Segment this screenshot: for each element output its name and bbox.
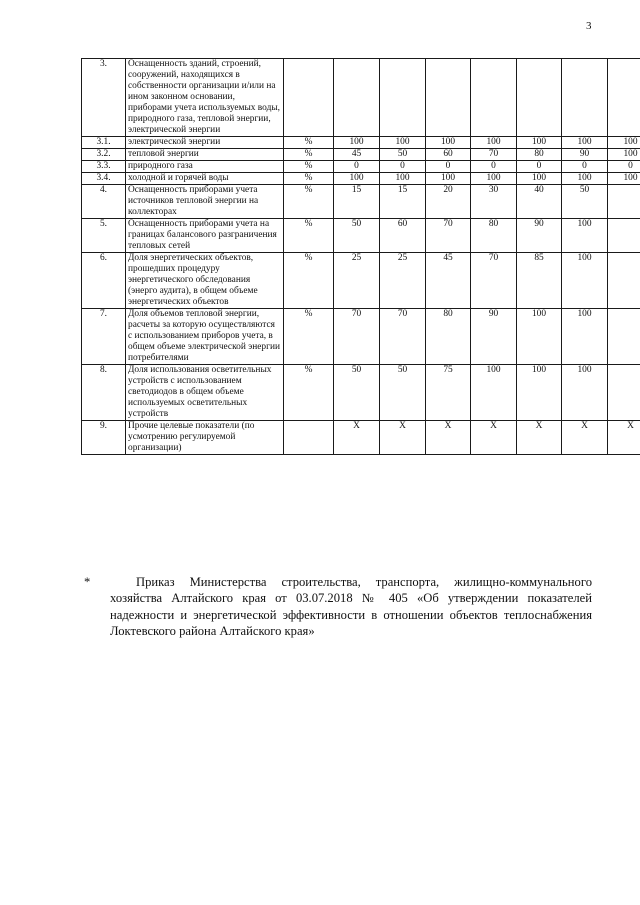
row-number: 5. <box>82 219 126 253</box>
value-cell: Х <box>471 421 517 455</box>
value-cell: Х <box>380 421 426 455</box>
unit-cell: % <box>284 365 334 421</box>
table-row <box>82 309 640 365</box>
row-number: 3.3. <box>82 161 126 173</box>
value-cell: 0 <box>471 161 517 173</box>
table-row <box>82 253 640 309</box>
value-cell: 20 <box>426 185 471 219</box>
unit-cell: % <box>284 253 334 309</box>
value-cell: 0 <box>562 161 608 173</box>
value-cell: 90 <box>517 219 562 253</box>
value-cell: 85 <box>517 253 562 309</box>
footnote-marker: * <box>84 575 91 589</box>
value-cell: 50 <box>334 219 380 253</box>
value-cell: 100 <box>334 173 380 185</box>
indicator-name: холодной и горячей воды <box>126 173 284 185</box>
value-cell <box>426 59 471 137</box>
value-cell: 90 <box>471 309 517 365</box>
value-cell <box>608 365 640 421</box>
value-cell: 100 <box>471 137 517 149</box>
value-cell: 0 <box>608 161 640 173</box>
value-cell: 100 <box>562 173 608 185</box>
value-cell <box>562 59 608 137</box>
unit-cell: % <box>284 185 334 219</box>
page-number: 3 <box>586 20 592 32</box>
value-cell: 45 <box>334 149 380 161</box>
value-cell <box>334 59 380 137</box>
value-cell: 100 <box>517 137 562 149</box>
value-cell: 100 <box>380 137 426 149</box>
value-cell <box>517 59 562 137</box>
unit-cell: % <box>284 149 334 161</box>
value-cell: 30 <box>471 185 517 219</box>
value-cell <box>471 59 517 137</box>
table-row <box>82 421 640 455</box>
value-cell: 100 <box>517 173 562 185</box>
unit-cell: % <box>284 173 334 185</box>
row-number: 4. <box>82 185 126 219</box>
indicator-name: Доля объемов тепловой энергии, расчеты за которую осуществляются с использованием приборов учета, в общем объеме электрической энергии потребителями <box>126 309 284 365</box>
value-cell: Х <box>517 421 562 455</box>
value-cell: 70 <box>380 309 426 365</box>
indicator-name: Оснащенность приборами учета на границах балансового разграничения тепловых сетей <box>126 219 284 253</box>
unit-cell: % <box>284 219 334 253</box>
value-cell <box>380 59 426 137</box>
value-cell <box>608 253 640 309</box>
value-cell: 100 <box>562 253 608 309</box>
indicator-name: Оснащенность зданий, строений, сооружений, находящихся в собственности организации и/или на ином законном основании, приборами учета используемых воды, природного газа, тепловой энергии, электрической энергии <box>126 59 284 137</box>
indicator-name: Доля энергетических объектов, прошедших процедуру энергетического обследования (энерго аудита), в общем объеме энергетических объектов <box>126 253 284 309</box>
table-row <box>82 59 640 137</box>
row-number: 3.1. <box>82 137 126 149</box>
value-cell: 100 <box>562 309 608 365</box>
table-row <box>82 137 640 149</box>
unit-cell <box>284 421 334 455</box>
indicator-name: Оснащенность приборами учета источников тепловой энергии на коллекторах <box>126 185 284 219</box>
value-cell: 40 <box>517 185 562 219</box>
value-cell: 70 <box>471 253 517 309</box>
value-cell <box>608 185 640 219</box>
value-cell: 100 <box>426 137 471 149</box>
value-cell: 60 <box>426 149 471 161</box>
unit-cell <box>284 59 334 137</box>
indicator-name: Доля использования осветительных устройств с использованием светодиодов в общем объеме используемых осветительных устройств <box>126 365 284 421</box>
value-cell: 25 <box>380 253 426 309</box>
value-cell: 100 <box>471 365 517 421</box>
value-cell <box>608 219 640 253</box>
row-number: 9. <box>82 421 126 455</box>
value-cell: 70 <box>471 149 517 161</box>
footnote-text: Приказ Министерства строительства, транспорта, жилищно-коммунального хозяйства Алтайского края от 03.07.2018 № 405 «Об утверждении показателей надежности и энергетической эффективности в отношении объектов теплоснабжения Локтевского района Алтайского края» <box>110 575 592 639</box>
value-cell: 100 <box>426 173 471 185</box>
table-row <box>82 185 640 219</box>
value-cell: 15 <box>380 185 426 219</box>
value-cell <box>608 59 640 137</box>
value-cell: 60 <box>380 219 426 253</box>
table-row <box>82 219 640 253</box>
row-number: 7. <box>82 309 126 365</box>
value-cell: 90 <box>562 149 608 161</box>
value-cell: Х <box>426 421 471 455</box>
table-body <box>82 59 640 455</box>
value-cell: 100 <box>562 219 608 253</box>
value-cell <box>608 309 640 365</box>
indicator-name: тепловой энергии <box>126 149 284 161</box>
table-row <box>82 365 640 421</box>
value-cell: 80 <box>471 219 517 253</box>
value-cell: 50 <box>380 365 426 421</box>
value-cell: 100 <box>380 173 426 185</box>
value-cell: 0 <box>426 161 471 173</box>
value-cell: 100 <box>608 137 640 149</box>
row-number: 3. <box>82 59 126 137</box>
indicators-table <box>81 58 640 455</box>
value-cell: 100 <box>334 137 380 149</box>
indicator-name: электрической энергии <box>126 137 284 149</box>
value-cell: 0 <box>334 161 380 173</box>
value-cell: 75 <box>426 365 471 421</box>
value-cell: 25 <box>334 253 380 309</box>
row-number: 3.2. <box>82 149 126 161</box>
value-cell: 70 <box>334 309 380 365</box>
unit-cell: % <box>284 161 334 173</box>
table-row <box>82 173 640 185</box>
value-cell: 45 <box>426 253 471 309</box>
row-number: 6. <box>82 253 126 309</box>
value-cell: 50 <box>380 149 426 161</box>
value-cell: 80 <box>426 309 471 365</box>
value-cell: 50 <box>334 365 380 421</box>
value-cell: 0 <box>380 161 426 173</box>
value-cell: 15 <box>334 185 380 219</box>
value-cell: 70 <box>426 219 471 253</box>
unit-cell: % <box>284 309 334 365</box>
value-cell: 100 <box>608 149 640 161</box>
value-cell: Х <box>334 421 380 455</box>
table-row <box>82 161 640 173</box>
unit-cell: % <box>284 137 334 149</box>
value-cell: 0 <box>517 161 562 173</box>
value-cell: 100 <box>608 173 640 185</box>
value-cell: Х <box>562 421 608 455</box>
value-cell: Х <box>608 421 640 455</box>
value-cell: 50 <box>562 185 608 219</box>
table-row <box>82 149 640 161</box>
value-cell: 100 <box>517 309 562 365</box>
value-cell: 100 <box>562 365 608 421</box>
value-cell: 80 <box>517 149 562 161</box>
value-cell: 100 <box>562 137 608 149</box>
footnote <box>84 574 592 639</box>
indicator-name: природного газа <box>126 161 284 173</box>
indicator-name: Прочие целевые показатели (по усмотрению регулируемой организации) <box>126 421 284 455</box>
row-number: 8. <box>82 365 126 421</box>
value-cell: 100 <box>471 173 517 185</box>
row-number: 3.4. <box>82 173 126 185</box>
value-cell: 100 <box>517 365 562 421</box>
